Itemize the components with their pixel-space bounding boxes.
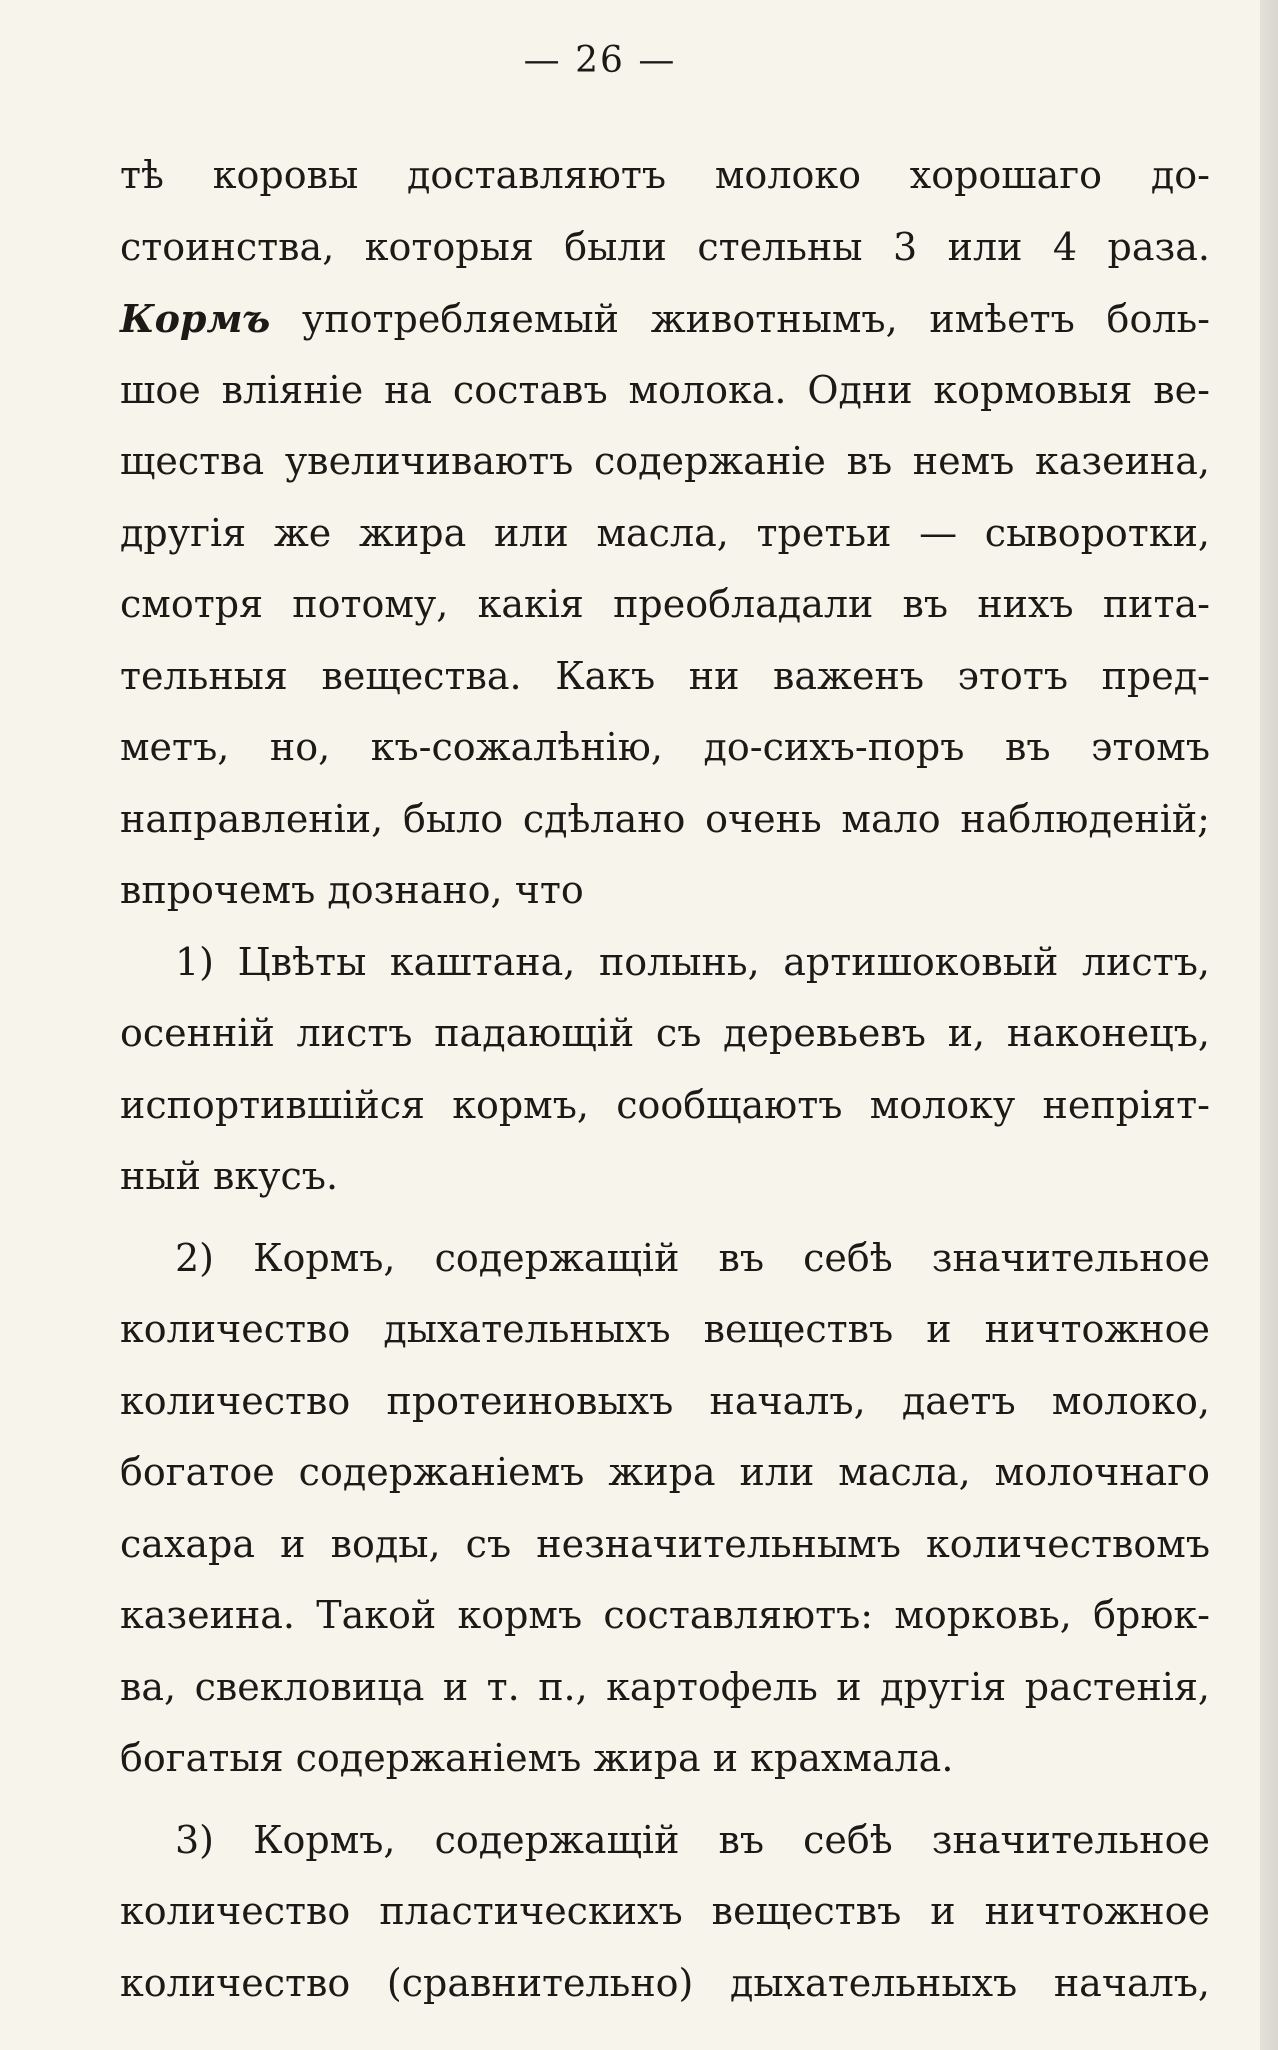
page-number: — 26 — <box>523 40 677 81</box>
text-line: сахара и воды, съ незначительнымъ количествомъ <box>120 1521 1210 1566</box>
text-line: впрочемъ дознано, что <box>120 868 584 912</box>
text-line: количество (сравнительно) дыхательныхъ началъ, <box>120 1960 1210 2005</box>
text-line: испортившійся кормъ, сообщаютъ молоку непріят- <box>120 1082 1210 1127</box>
text-line: направленіи, было сдѣлано очень мало наблюденій; <box>120 796 1210 841</box>
text-line: смотря потому, какія преобладали въ нихъ пита- <box>120 582 1210 626</box>
text-line: осенній листъ падающій съ деревьевъ и, наконецъ, <box>120 1011 1210 1055</box>
text-line: щества увеличиваютъ содержаніе въ немъ казеина, <box>120 439 1210 483</box>
text-line: другія же жира или масла, третьи — сыворотки, <box>120 510 1210 555</box>
page-edge <box>1260 0 1278 2050</box>
text-line: количество протеиновыхъ началъ, даетъ молоко, <box>120 1378 1210 1423</box>
text-line: количество дыхательныхъ веществъ и ничтожное <box>120 1307 1210 1351</box>
text-line: метъ, но, къ-сожалѣнію, до-сихъ-поръ въ этомъ <box>120 725 1210 769</box>
text-line: 3) Кормъ, содержащій въ себѣ значительное <box>175 1817 1210 1862</box>
text-line: стоинства, которыя были стельны 3 или 4 раза. <box>120 224 1210 269</box>
text-line: ный вкусъ. <box>120 1154 339 1198</box>
text-line: шое вліяніе на составъ молока. Одни кормовыя ве- <box>120 367 1210 412</box>
text-line: казеина. Такой кормъ составляютъ: морковь, брюк- <box>120 1593 1210 1637</box>
page-text <box>120 140 1210 2019</box>
text-line: 2) Кормъ, содержащій въ себѣ значительное <box>175 1235 1210 1280</box>
text-line: ва, свекловица и т. п., картофель и другія растенія, <box>120 1664 1210 1709</box>
text-line: богатыя содержаніемъ жира и крахмала. <box>120 1736 954 1780</box>
text-line <box>120 283 1210 355</box>
text-line: богатое содержаніемъ жира или масла, молочнаго <box>120 1450 1210 1494</box>
italic-term: Кормъ <box>120 296 271 341</box>
text-line: 1) Цвѣты каштана, полынь, артишоковый листъ, <box>175 939 1210 984</box>
text-line: тѣ коровы доставляютъ молоко хорошаго до- <box>120 153 1210 197</box>
text-line-rest: употребляемый животнымъ, имѣетъ боль- <box>301 297 1210 341</box>
text-line: тельныя вещества. Какъ ни важенъ этотъ пред- <box>120 653 1210 698</box>
text-line: количество пластическихъ веществъ и ничтожное <box>120 1889 1210 1933</box>
